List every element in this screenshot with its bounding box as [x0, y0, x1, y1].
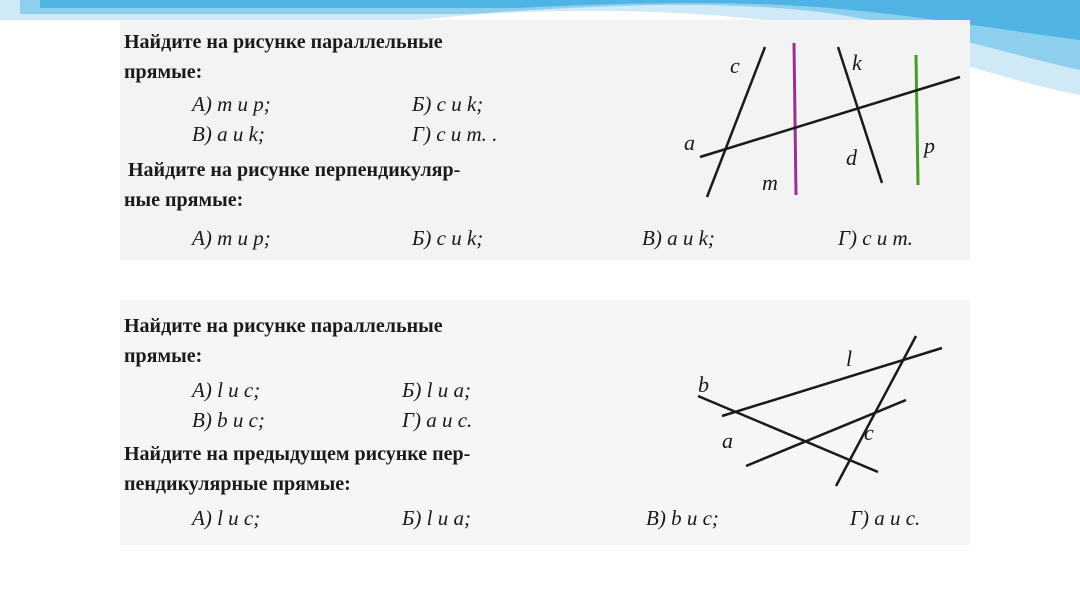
q2-option-b[interactable]: Б) c и k;	[412, 226, 484, 250]
lines-figure-2	[680, 330, 960, 495]
q1-option-a[interactable]: А) m и p;	[192, 92, 271, 116]
q2-option-v[interactable]: В) a и k;	[642, 226, 715, 250]
label-l: l	[846, 346, 853, 371]
q2-option-g[interactable]: Г) c и m.	[838, 226, 913, 250]
q3-option-v[interactable]: В) b и c;	[192, 408, 265, 432]
q4-option-a[interactable]: А) l и c;	[192, 506, 261, 530]
line-a	[746, 400, 906, 466]
label-a: a	[722, 428, 733, 453]
line-m	[794, 43, 796, 195]
q2-option-a[interactable]: А) m и p;	[192, 226, 271, 250]
lines-figure-1	[670, 35, 970, 210]
label-p: p	[924, 133, 935, 158]
label-b: b	[698, 372, 709, 397]
q4-text-line2: пендикулярные прямые:	[124, 473, 351, 495]
q3-text-line1: Найдите на рисунке параллельные	[124, 315, 443, 337]
q4-option-g[interactable]: Г) a и c.	[850, 506, 921, 530]
q4-option-v[interactable]: В) b и c;	[646, 506, 719, 530]
label-c: c	[864, 420, 874, 445]
q4-text-line1: Найдите на предыдущем рисунке пер-	[124, 443, 471, 465]
label-c: c	[730, 53, 740, 78]
label-m: m	[762, 170, 778, 195]
q1-text-line1: Найдите на рисунке параллельные	[124, 31, 443, 53]
label-k: k	[852, 50, 862, 75]
q1-option-g[interactable]: Г) c и m. .	[412, 122, 498, 146]
q3-option-g[interactable]: Г) a и c.	[402, 408, 473, 432]
q1-option-v[interactable]: В) a и k;	[192, 122, 265, 146]
q3-text-line2: прямые:	[124, 345, 203, 367]
q4-option-b[interactable]: Б) l и a;	[402, 506, 471, 530]
q1-option-b[interactable]: Б) c и k;	[412, 92, 484, 116]
q2-text-line1: Найдите на рисунке перпендикуляр-	[128, 159, 461, 181]
line-l	[722, 348, 942, 416]
q2-text-line2: ные прямые:	[124, 189, 244, 211]
label-a: a	[684, 130, 695, 155]
q1-text-line2: прямые:	[124, 61, 203, 83]
q3-option-b[interactable]: Б) l и a;	[402, 378, 471, 402]
line-p	[916, 55, 918, 185]
label-d: d	[846, 145, 857, 170]
q3-option-a[interactable]: А) l и c;	[192, 378, 261, 402]
